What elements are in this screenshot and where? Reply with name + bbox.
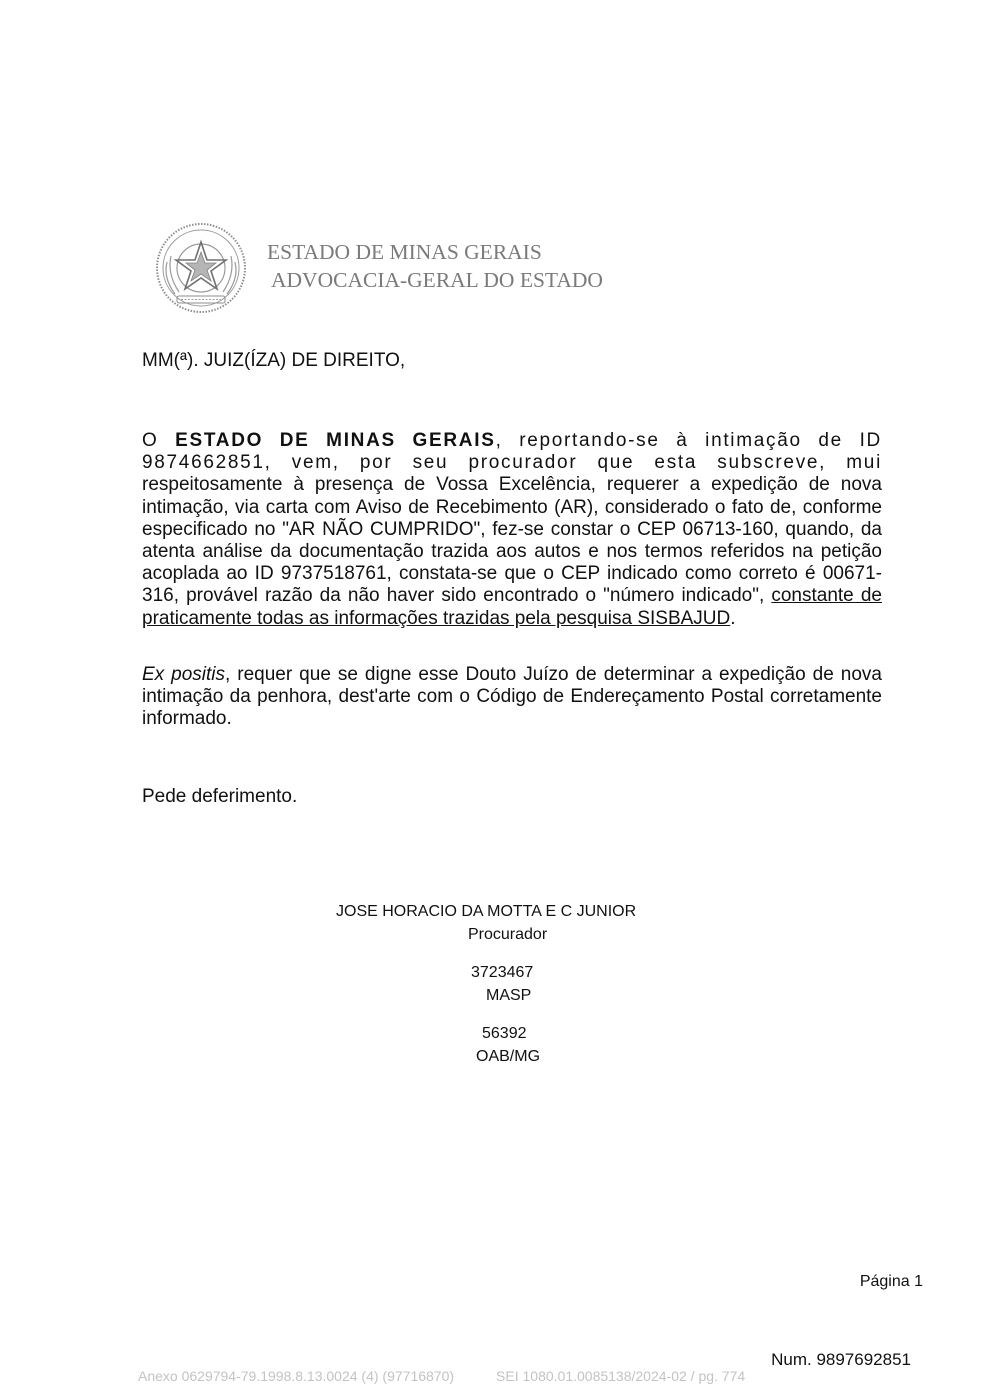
footer-sei-ref: SEI 1080.01.0085138/2024-02 / pg. 774: [496, 1368, 746, 1384]
letterhead-agency: ADVOCACIA-GERAL DO ESTADO: [271, 268, 603, 292]
underlined-text: constante de praticamente todas as informações trazidas pela pesquisa SISBAJUD: [142, 585, 882, 629]
masp-number: 3723467: [471, 964, 534, 981]
closing-line: Pede deferimento.: [142, 786, 298, 807]
paragraph-text-1: O: [142, 430, 176, 451]
latin-phrase: Ex positis: [142, 664, 226, 685]
petition-paragraph: [142, 430, 882, 630]
oab-label: OAB/MG: [476, 1048, 541, 1065]
letterhead: [267, 238, 603, 294]
masp-label: MASP: [486, 987, 532, 1004]
paragraph-text-3: respeitosamente à presença de Vossa Excelência, requerer a expedição de nova intimação, via carta com Aviso de Recebimento (AR), considerado o fato de, conforme especificado no "AR NÃO CUMPRIDO", fez-se constar o CEP 06713-160, quando, da atenta análise da documentação trazida aos autos e nos termos referidos na petição acoplada ao ID 9737518761, constata-se que o CEP indicado como correto é 00671-316, provável razão da não haver sido encontrado o "número indicado",: [142, 474, 882, 607]
oab-number: 56392: [482, 1025, 527, 1042]
party-name: ESTADO DE MINAS GERAIS: [175, 430, 496, 451]
salutation: MM(ª). JUIZ(ÍZA) DE DIREITO,: [142, 350, 406, 371]
state-seal: [155, 222, 247, 314]
request-text: , requer que se digne esse Douto Juízo de determinar a expedição de nova intimação da penhora, dest'arte com o Código de Endereçamento Postal corretamente informado.: [142, 664, 882, 730]
signatory-role: Procurador: [468, 926, 548, 943]
letterhead-state: ESTADO DE MINAS GERAIS: [267, 240, 542, 264]
page-number: Página 1: [859, 1273, 923, 1290]
footer-stamp: [138, 1368, 745, 1384]
document-number: Num. 9897692851: [771, 1350, 911, 1369]
signatory-name: JOSE HORACIO DA MOTTA E C JUNIOR: [336, 903, 637, 920]
paragraph-text-2: , reportando-se à intimação de ID 9874662851, vem, por seu procurador que esta subscreve, mui: [142, 430, 882, 474]
coat-of-arms-seal-icon: [155, 222, 247, 314]
footer-annex-ref: Anexo 0629794-79.1998.8.13.0024 (4) (97716870): [138, 1368, 455, 1384]
request-paragraph: [142, 664, 882, 731]
paragraph-text-4: .: [730, 607, 736, 629]
paragraph-opening: [142, 430, 882, 473]
